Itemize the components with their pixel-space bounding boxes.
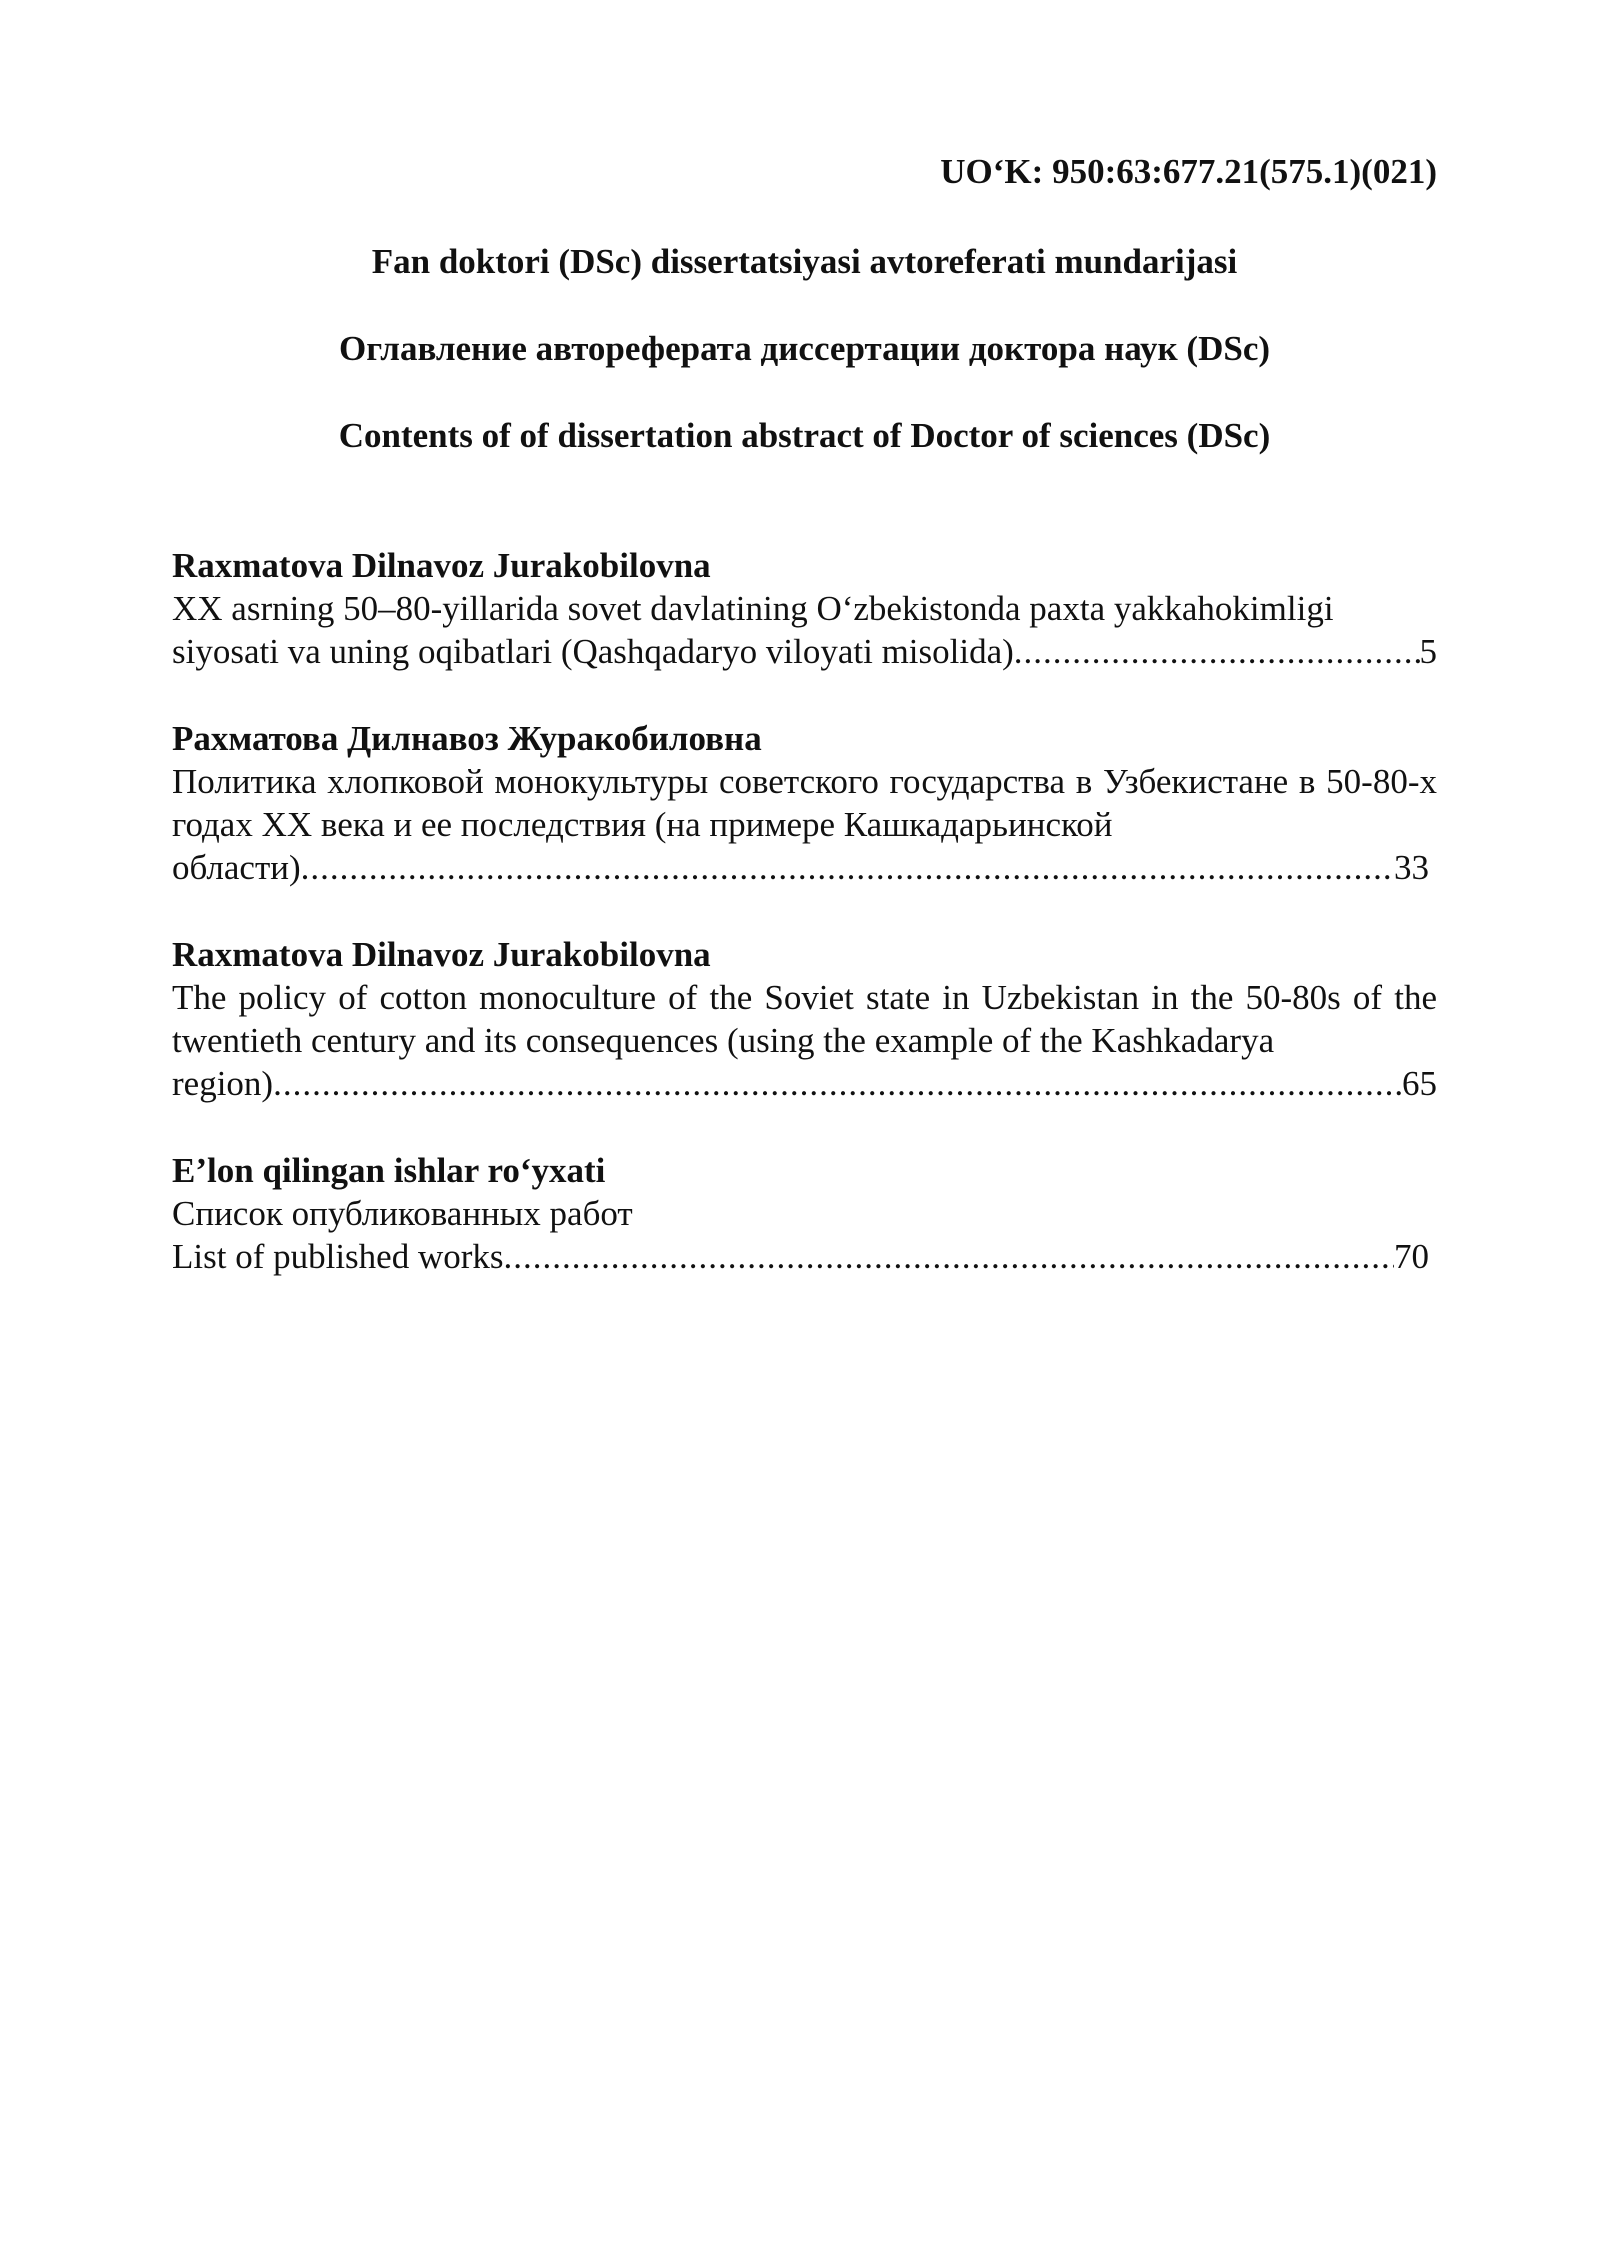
- toc-entry-last-line: [172, 1235, 1437, 1278]
- published-works-russian: Список опубликованных работ: [172, 1194, 633, 1233]
- toc-entry-description: Политика хлопковой монокультуры советского государства в Узбекистане в 50-80-х годах XX века и ее последствия (на примере Кашкадарьинской: [172, 762, 1437, 844]
- toc-entry-page-number: 5: [1419, 632, 1437, 671]
- published-works-heading: E’lon qilingan ishlar ro‘yxati: [172, 1151, 606, 1190]
- toc-entry-english[interactable]: [172, 933, 1437, 1105]
- toc-entry-author: Raxmatova Dilnavoz Jurakobilovna: [172, 546, 711, 585]
- dot-leader: [301, 846, 1394, 889]
- table-of-contents: [172, 544, 1437, 1322]
- toc-entry-tail-text: области): [172, 848, 301, 887]
- toc-entry-uzbek[interactable]: [172, 544, 1437, 673]
- published-works-english: List of published works: [172, 1237, 504, 1276]
- dot-leader: [273, 1062, 1402, 1105]
- dot-leader: [1014, 630, 1420, 673]
- toc-entry-page-number: 70: [1394, 1237, 1429, 1276]
- udk-code: UO‘K: 950:63:677.21(575.1)(021): [940, 152, 1437, 191]
- toc-entry-last-line: [172, 630, 1437, 673]
- toc-entry-last-line: [172, 1062, 1437, 1105]
- toc-entry-page-number: 65: [1402, 1064, 1437, 1103]
- toc-entry-tail-text: siyosati va uning oqibatlari (Qashqadaryo viloyati misolida): [172, 632, 1014, 671]
- title-russian: Оглавление автореферата диссертации доктора наук (DSc): [338, 329, 1271, 368]
- toc-entry-description: XX asrning 50–80-yillarida sovet davlatining O‘zbekistonda paxta yakkahokimligi: [172, 589, 1334, 628]
- toc-entry-published-works[interactable]: [172, 1149, 1437, 1278]
- document-page: [172, 0, 1437, 2262]
- toc-entry-russian[interactable]: [172, 717, 1437, 889]
- dot-leader: [504, 1235, 1394, 1278]
- toc-entry-page-number: 33: [1394, 848, 1429, 887]
- title-uzbek: Fan doktori (DSc) dissertatsiyasi avtoreferati mundarijasi: [371, 242, 1238, 281]
- toc-entry-last-line: [172, 846, 1437, 889]
- toc-entry-author: Raxmatova Dilnavoz Jurakobilovna: [172, 935, 711, 974]
- title-english: Contents of of dissertation abstract of Doctor of sciences (DSc): [338, 416, 1271, 455]
- toc-entry-tail-text: region): [172, 1064, 274, 1103]
- toc-entry-description: The policy of cotton monoculture of the Soviet state in Uzbekistan in the 50-80s of the twentieth century and its consequences (using the example of the Kashkadarya: [172, 978, 1437, 1060]
- toc-entry-author: Рахматова Дилнавоз Журакобиловна: [172, 719, 762, 758]
